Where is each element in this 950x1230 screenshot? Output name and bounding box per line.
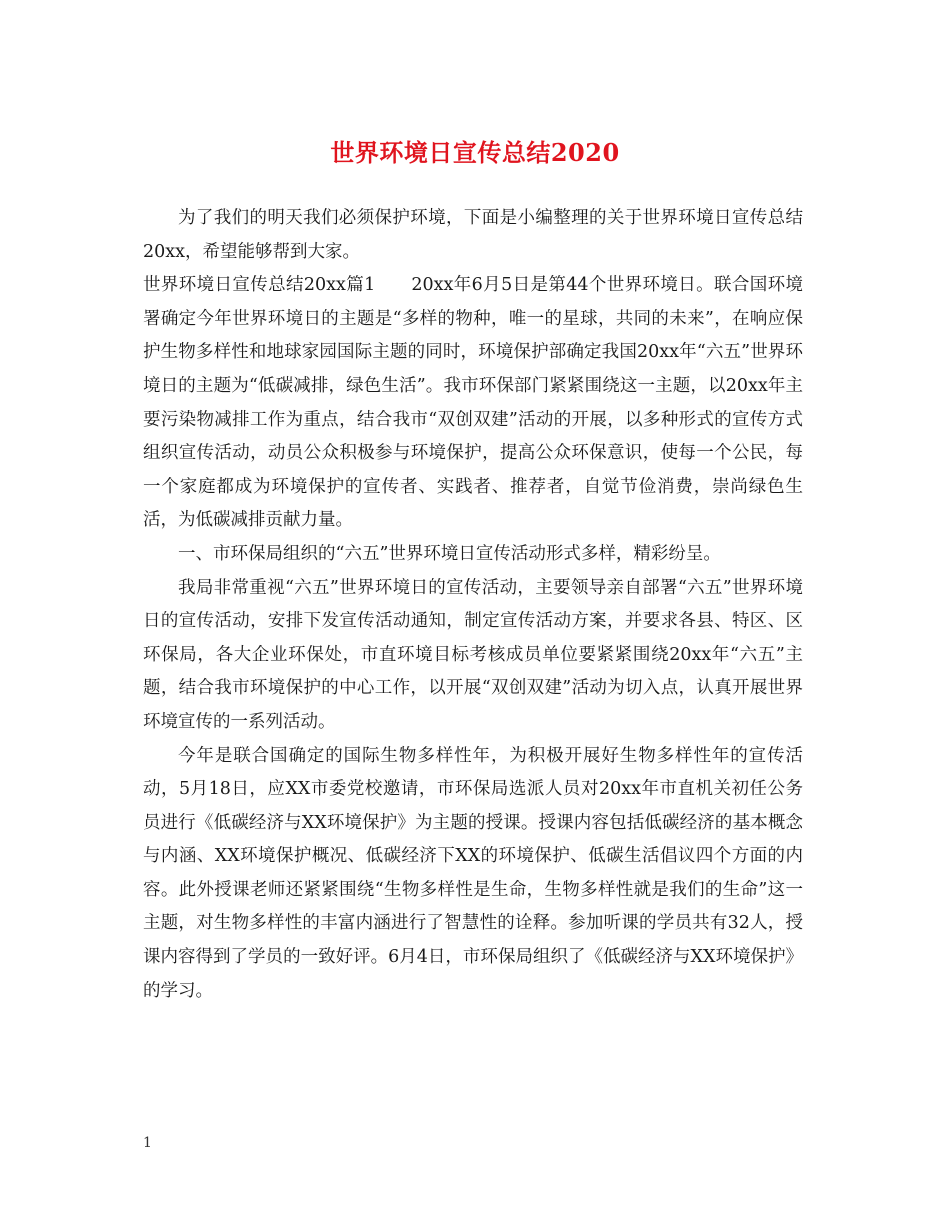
page-number: 1 — [143, 1135, 152, 1151]
section-heading-paragraph: 一、市环保局组织的“六五”世界环境日宣传活动形式多样，精彩纷呈。 — [178, 543, 721, 564]
document-title: 世界环境日宣传总结2020 — [330, 138, 620, 167]
body-paragraph: 我局非常重视“六五”世界环境日的宣传活动，主要领导亲自部署“六五”世界环境日的宣传活动，安排下发宣传活动通知，制定宣传活动方案，并要求各县、特区、区环保局，各大企业环保处，市直环境目标考核成员单位要紧紧围绕20xx年“六五”主题，结合我市环境保护的中心工作，以开展“双创双建”活动为切入点，认真开展世界环境宣传的一系列活动。 — [143, 577, 803, 732]
intro-paragraph: 为了我们的明天我们必须保护环境，下面是小编整理的关于世界环境日宣传总结20xx，希望能够帮到大家。 — [143, 208, 803, 262]
body-paragraph: 今年是联合国确定的国际生物多样性年，为积极开展好生物多样性年的宣传活动，5月18日，应XX市委党校邀请，市环保局选派人员对20xx年市直机关初任公务员进行《低碳经济与XX环境保护》为主题的授课。授课内容包括低碳经济的基本概念与内涵、XX环境保护概况、低碳经济下XX的环境保护、低碳生活倡议四个方面的内容。此外授课老师还紧紧围绕“生物多样性是生命，生物多样性就是我们的生命”这一主题，对生物多样性的丰富内涵进行了智慧性的诠释。参加听课的学员共有32人，授课内容得到了学员的一致好评。6月4日，市环保局组织了《低碳经济与XX环境保护》的学习。 — [143, 745, 803, 1001]
summary-paragraph: 世界环境日宣传总结20xx篇1 20xx年6月5日是第44个世界环境日。联合国环境署确定今年世界环境日的主题是“多样的物种，唯一的星球，共同的未来”，在响应保护生物多样性和地球家园国际主题的同时，环境保护部确定我国20xx年“六五”世界环境日的主题为“低碳减排，绿色生活”。我市环保部门紧紧围绕这一主题，以20xx年主要污染物减排工作为重点，结合我市“双创双建”活动的开展，以多种形式的宣传方式组织宣传活动，动员公众积极参与环境保护，提高公众环保意识，使每一个公民，每一个家庭都成为环境保护的宣传者、实践者、推荐者，自觉节俭消费，崇尚绿色生活，为低碳减排贡献力量。 — [143, 275, 803, 531]
document-body — [143, 202, 803, 1008]
